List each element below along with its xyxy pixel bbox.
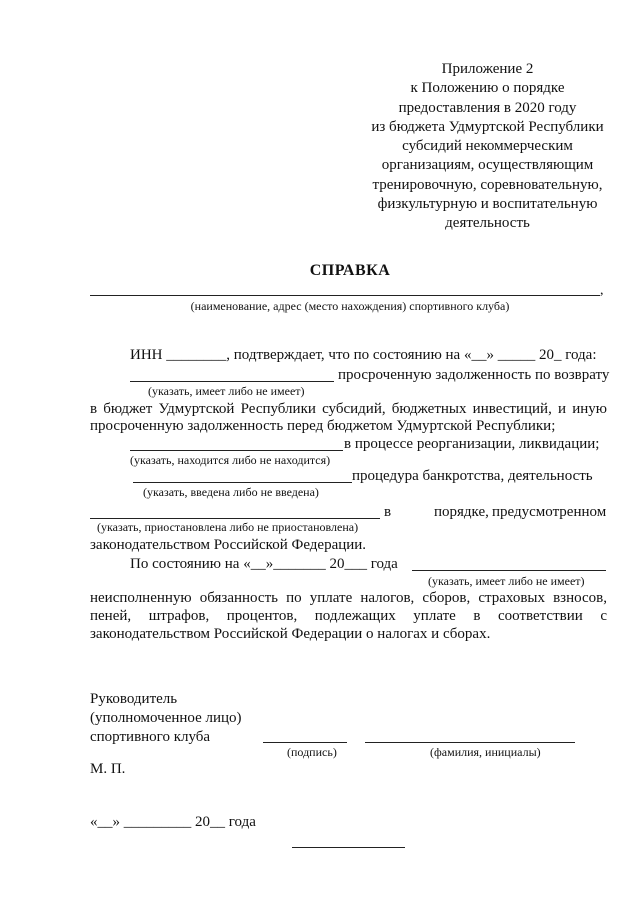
suspended-word-3: предусмотренном (492, 504, 607, 520)
as-of-line: По состоянию на «__»_______ 20___ года (130, 556, 398, 572)
suspended-word-1: в (384, 504, 392, 520)
appendix-header (355, 60, 620, 234)
legislation-line: законодательством Российской Федерации. (90, 537, 367, 553)
reorg-text: в процессе реорганизации, ликвидации; (344, 436, 600, 452)
appendix-line: организациям, осуществляющим (381, 157, 594, 174)
head-line-2: (уполномоченное лицо) (90, 710, 242, 726)
budget-line-2: просроченную задолженность перед бюджетом Удмуртской Республики; (90, 418, 556, 434)
appendix-line: из бюджета Удмуртской Республики (371, 118, 604, 135)
suspended-word-2: порядке, (434, 504, 489, 520)
appendix-line: тренировочную, соревновательную, (372, 176, 603, 193)
inn-line: ИНН ________, подтверждает, что по состоянию на «__» _____ 20_ года: (130, 347, 597, 363)
appendix-line: предоставления в 2020 году (398, 99, 577, 116)
caption-suspended: (указать, приостановлена либо не приостановлена) (97, 520, 359, 534)
budget-line-1: в бюджет Удмуртской Республики субсидий, бюджетных инвестиций, и иную (90, 401, 607, 417)
overdue-blank-line (130, 381, 334, 382)
as-of-blank-line (412, 570, 606, 571)
caption-has: (указать, имеет либо не имеет) (148, 384, 305, 398)
stamp-label: М. П. (90, 761, 126, 777)
suspended-blank-line (90, 518, 380, 519)
appendix-line: субсидий некоммерческим (402, 138, 573, 155)
club-caption: (наименование, адрес (место нахождения) спортивного клуба) (190, 299, 510, 313)
document-title: СПРАВКА (309, 262, 391, 279)
name-caption: (фамилия, инициалы) (430, 745, 541, 759)
club-name-line (90, 295, 600, 296)
head-line-3: спортивного клуба (90, 729, 211, 745)
overdue-text: просроченную задолженность по возврату (338, 367, 610, 383)
tax-line-3: законодательством Российской Федерации о налогах и сборах. (90, 626, 491, 642)
head-line-1: Руководитель (90, 691, 178, 707)
signature-blank-line (263, 742, 347, 743)
sign-caption: (подпись) (287, 745, 337, 759)
tax-line-2: пеней, штрафов, процентов, подлежащих уплате в соответствии с (90, 608, 607, 624)
appendix-line: физкультурную и воспитательную (377, 196, 598, 213)
bankrupt-text: процедура банкротства, деятельность (352, 468, 593, 484)
date-line: «__» _________ 20__ года (90, 814, 256, 830)
caption-has-2: (указать, имеет либо не имеет) (428, 574, 585, 588)
name-blank-line (365, 742, 575, 743)
appendix-line: деятельность (445, 215, 530, 232)
appendix-line: Приложение 2 (441, 61, 534, 77)
appendix-line: к Положению о порядке (410, 80, 565, 97)
caption-located: (указать, находится либо не находится) (130, 453, 331, 467)
reorg-blank-line (130, 450, 343, 451)
club-comma: , (600, 283, 604, 298)
caption-introduced: (указать, введена либо не введена) (143, 485, 319, 499)
bankrupt-blank-line (133, 482, 352, 483)
bottom-line (292, 847, 405, 848)
tax-line-1: неисполненную обязанность по уплате налогов, сборов, страховых взносов, (90, 590, 607, 606)
